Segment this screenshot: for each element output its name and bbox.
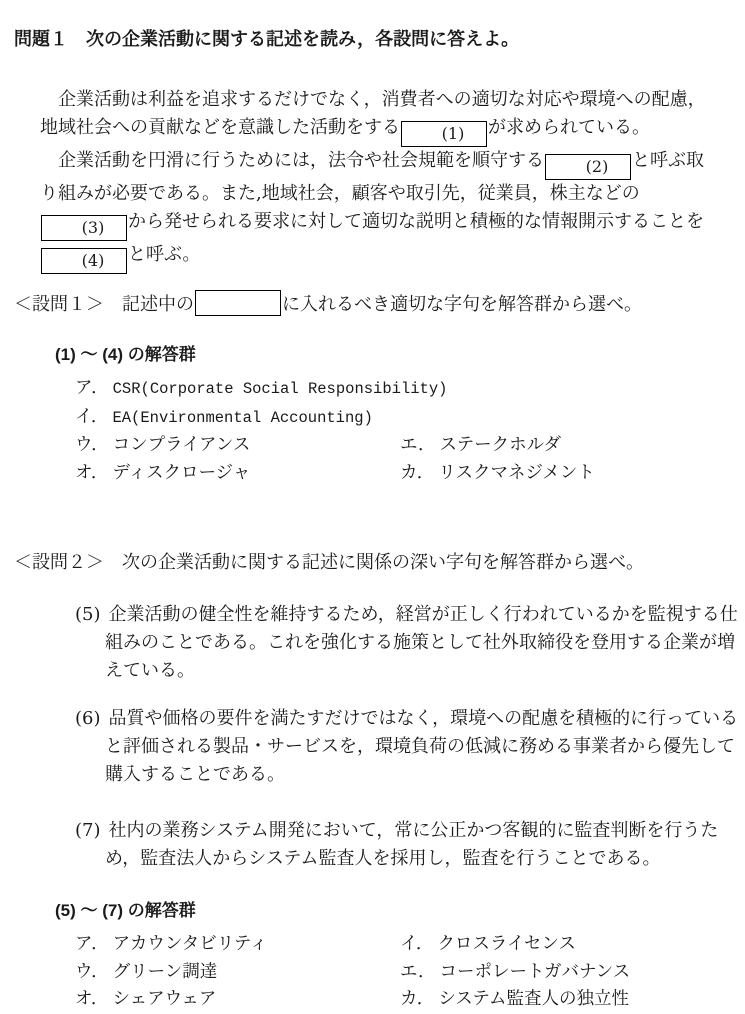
blank-3-label: (3)	[81, 218, 105, 237]
answer-option-e1-letter: エ．	[400, 435, 436, 455]
answer-option-o2-letter: オ．	[75, 989, 109, 1009]
paragraph-1-text-a: 企業活動は利益を追求するだけでなく，消費者への適切な対応や環境への配慮，地域社会への貢献などを意識した活動をする	[40, 89, 706, 138]
answer-row	[75, 375, 714, 404]
blank-4-label: (4)	[81, 251, 105, 270]
answer-option-u2	[75, 959, 400, 987]
answer-option-ka1-letter: カ．	[400, 462, 435, 483]
answer-option-e2-text: コーポレートガバナンス	[439, 961, 631, 982]
question-1-pre-blank: 記述中の	[122, 294, 194, 315]
answer-option-a1	[75, 375, 447, 404]
answer-row	[75, 404, 714, 433]
item-7-text: 社内の業務システム開発において，常に公正かつ客観的に監査判断を行うため，監査法人からシステム監査人を採用し，監査を行うことである。	[105, 820, 719, 869]
item-6-number: (6)	[75, 708, 101, 729]
question-2-prompt	[14, 549, 714, 577]
answer-option-e2-letter: エ．	[400, 961, 436, 982]
answer-option-i1	[75, 404, 373, 433]
answer-option-e1	[400, 432, 561, 460]
blank-1	[401, 121, 487, 147]
question-2-text: 次の企業活動に関する記述に関係の深い字句を解答群から選べ。	[122, 552, 644, 573]
answer-row	[75, 959, 714, 987]
question-2-label: ＜設問２＞	[14, 552, 104, 573]
answer-option-i2-letter: イ．	[400, 934, 434, 954]
answer-option-o1-text: ディスクロージャ	[112, 462, 251, 483]
answer-option-a1-text: CSR(Corporate Social Responsibility)	[112, 380, 448, 398]
answer-option-e1-text: ステークホルダ	[439, 435, 561, 455]
paragraph-2	[40, 147, 712, 274]
answer-option-ka2	[400, 986, 629, 1014]
blank-2-label: (2)	[585, 157, 609, 176]
blank-2	[545, 154, 631, 180]
answer-option-u1	[75, 432, 400, 460]
item-5-text: 企業活動の健全性を維持するため，経営が正しく行われているかを監視する仕組みのことである。これを強化する施策として社外取締役を登用する企業が増えている。	[105, 604, 738, 681]
item-6-text: 品質や価格の要件を満たすだけではなく，環境への配慮を積極的に行っていると評価される製品・サービスを，環境負荷の低減に務める事業者から優先して購入することである。	[105, 708, 739, 785]
answer-option-o1	[75, 460, 400, 488]
paragraph-2-text-a: 企業活動を円滑に行うためには，法令や社会規範を順守する	[58, 150, 544, 171]
answer-option-a2-letter: ア．	[75, 934, 109, 954]
answer-option-i2	[400, 931, 576, 959]
question-1-prompt	[14, 290, 714, 319]
paragraph-1	[40, 86, 712, 147]
answer-option-o1-letter: オ．	[75, 462, 109, 483]
paragraph-2-text-b: と呼ぶ取り組みが必要である。また,地域社会，顧客や取引先，従業員，株主などの	[40, 150, 704, 204]
item-5-number: (5)	[75, 604, 101, 625]
answer-option-u2-text: グリーン調達	[112, 961, 218, 982]
paragraph-2-text-c: から発せられる要求に対して適切な説明と積極的な情報開示することを	[128, 211, 704, 232]
blank-4	[41, 248, 127, 274]
answer-option-i1-letter: イ．	[75, 406, 109, 427]
answer-option-a1-letter: ア．	[75, 378, 109, 398]
answer-option-u1-letter: ウ．	[75, 435, 109, 455]
answer-option-a2-text: アカウンタビリティ	[112, 934, 268, 954]
answer-option-e2	[400, 959, 630, 987]
item-7-number: (7)	[75, 820, 101, 841]
answer-option-u2-letter: ウ．	[75, 961, 109, 982]
answer-row	[75, 931, 714, 959]
answer-group-2	[75, 931, 714, 1014]
answer-option-ka1	[400, 460, 595, 488]
question-2-item-7	[75, 817, 745, 873]
paragraph-1-text-b: が求められている。	[488, 117, 650, 138]
answer-option-o2-text: シェアウェア	[112, 989, 217, 1009]
answer-row	[75, 460, 714, 488]
answer-row	[75, 986, 714, 1014]
answer-group-1-header: (1) ～ (4) の解答群	[55, 345, 196, 364]
answer-option-i1-text: EA(Environmental Accounting)	[112, 408, 373, 427]
paragraph-2-text-d: と呼ぶ。	[128, 244, 201, 265]
answer-group-2-header: (5) ～ (7) の解答群	[55, 901, 196, 920]
answer-option-u1-text: コンプライアンス	[112, 435, 251, 455]
answer-option-a2	[75, 931, 400, 959]
answer-option-ka1-text: リスクマネジメント	[438, 462, 595, 483]
answer-option-ka2-letter: カ．	[400, 989, 435, 1009]
blank-3	[41, 215, 127, 241]
question-2-item-5	[75, 601, 745, 685]
answer-option-ka2-text: システム監査人の独立性	[438, 989, 630, 1009]
problem-statement	[40, 86, 712, 274]
question-2-item-6	[75, 705, 745, 789]
blank-1-label: (1)	[441, 124, 465, 143]
question-1-label: ＜設問１＞	[14, 294, 104, 315]
answer-option-o2	[75, 986, 400, 1014]
answer-option-i2-text: クロスライセンス	[437, 934, 576, 954]
question-1-empty-box	[195, 290, 281, 316]
answer-row	[75, 432, 714, 460]
problem-heading: 問題１ 次の企業活動に関する記述を読み，各設問に答えよ。	[14, 29, 520, 49]
question-1-post-blank: に入れるべき適切な字句を解答群から選べ。	[282, 294, 642, 315]
answer-group-1	[75, 375, 714, 487]
